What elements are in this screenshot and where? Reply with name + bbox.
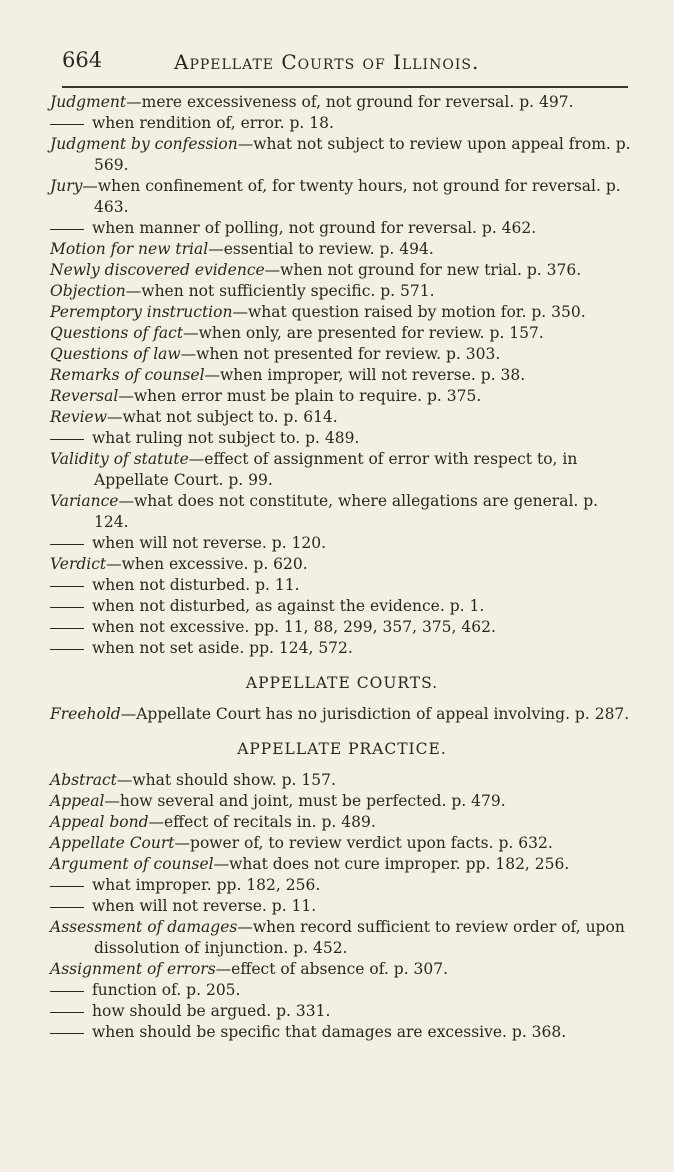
index-list-appellate-courts bbox=[50, 704, 634, 725]
entry-text: when should be specific that damages are excessive. p. 368. bbox=[92, 1023, 567, 1041]
entry-text: —how several and joint, must be perfected. p. 479. bbox=[104, 792, 506, 810]
ditto-dash bbox=[50, 886, 84, 887]
entry-text: what ruling not subject to. p. 489. bbox=[92, 429, 360, 447]
index-entry bbox=[50, 770, 634, 791]
index-subentry bbox=[50, 875, 634, 896]
entry-term: Appellate Court bbox=[50, 834, 175, 852]
index-subentry bbox=[50, 596, 634, 617]
page-header bbox=[62, 48, 622, 80]
entry-term: Validity of statute bbox=[50, 450, 189, 468]
ditto-dash bbox=[50, 586, 84, 587]
entry-text: when not set aside. pp. 124, 572. bbox=[92, 639, 353, 657]
entry-text: —when only, are presented for review. p. 157. bbox=[183, 324, 544, 342]
entry-text: —when not presented for review. p. 303. bbox=[180, 345, 501, 363]
entry-text: —essential to review. p. 494. bbox=[208, 240, 434, 258]
ditto-dash bbox=[50, 991, 84, 992]
entry-text: —Appellate Court has no jurisdiction of appeal involving. p. 287. bbox=[120, 705, 630, 723]
entry-term: Remarks of counsel bbox=[50, 366, 205, 384]
index-entry bbox=[50, 959, 634, 980]
ditto-dash bbox=[50, 649, 84, 650]
entry-text: —what does not constitute, where allegations are general. p. 124. bbox=[94, 492, 599, 531]
index-entry bbox=[50, 386, 634, 407]
entry-term: Assessment of damages bbox=[50, 918, 238, 936]
index-subentry bbox=[50, 113, 634, 134]
ditto-dash bbox=[50, 229, 84, 230]
entry-text: when not excessive. pp. 11, 88, 299, 357, 375, 462. bbox=[92, 618, 496, 636]
ditto-dash bbox=[50, 628, 84, 629]
index-entry bbox=[50, 134, 634, 176]
entry-term: Reversal bbox=[50, 387, 119, 405]
entry-text: —effect of recitals in. p. 489. bbox=[148, 813, 376, 831]
index-list-general bbox=[50, 92, 634, 659]
index-subentry bbox=[50, 575, 634, 596]
entry-term: Questions of law bbox=[50, 345, 181, 363]
entry-text: —when not ground for new trial. p. 376. bbox=[264, 261, 582, 279]
entry-text: —what does not cure improper. pp. 182, 256. bbox=[213, 855, 570, 873]
entry-text: —mere excessiveness of, not ground for reversal. p. 497. bbox=[126, 93, 574, 111]
index-subentry bbox=[50, 1001, 634, 1022]
entry-term: Newly discovered evidence bbox=[50, 261, 265, 279]
index-entry bbox=[50, 791, 634, 812]
index-entry bbox=[50, 239, 634, 260]
index-entry bbox=[50, 281, 634, 302]
index-subentry bbox=[50, 638, 634, 659]
entry-term: Appeal bbox=[50, 792, 105, 810]
entry-text: —when error must be plain to require. p. 375. bbox=[118, 387, 482, 405]
entry-text: what improper. pp. 182, 256. bbox=[92, 876, 321, 894]
ditto-dash bbox=[50, 907, 84, 908]
ditto-dash bbox=[50, 124, 84, 125]
index-subentry bbox=[50, 617, 634, 638]
index-entry bbox=[50, 917, 634, 959]
entry-text: —what not subject to. p. 614. bbox=[107, 408, 338, 426]
ditto-dash bbox=[50, 1012, 84, 1013]
entry-text: —what question raised by motion for. p. 350. bbox=[232, 303, 586, 321]
entry-text: when manner of polling, not ground for reversal. p. 462. bbox=[92, 219, 537, 237]
entry-term: Motion for new trial bbox=[50, 240, 209, 258]
section-title-appellate-courts: APPELLATE COURTS. bbox=[245, 674, 439, 692]
index-entry bbox=[50, 833, 634, 854]
index-entry bbox=[50, 92, 634, 113]
entry-term: Objection bbox=[50, 282, 126, 300]
entry-term: Freehold bbox=[50, 705, 121, 723]
index-entry bbox=[50, 302, 634, 323]
ditto-dash bbox=[50, 439, 84, 440]
index-list-appellate-practice bbox=[50, 770, 634, 1043]
entry-text: when not disturbed. p. 11. bbox=[92, 576, 300, 594]
index-entry bbox=[50, 491, 634, 533]
ditto-dash bbox=[50, 607, 84, 608]
entry-term: Variance bbox=[50, 492, 119, 510]
entry-term: Peremptory instruction bbox=[50, 303, 233, 321]
entry-term: Questions of fact bbox=[50, 324, 184, 342]
entry-text: —when record sufficient to review order of, upon dissolution of injunction. p. 452. bbox=[94, 918, 625, 957]
index-entry bbox=[50, 344, 634, 365]
index-entry bbox=[50, 704, 634, 725]
index-entry bbox=[50, 449, 634, 491]
entry-text: —effect of absence of. p. 307. bbox=[215, 960, 449, 978]
entry-term: Jury bbox=[50, 177, 83, 195]
entry-text: —when confinement of, for twenty hours, not ground for reversal. p. 463. bbox=[82, 177, 621, 216]
entry-term: Argument of counsel bbox=[50, 855, 214, 873]
entry-text: —what should show. p. 157. bbox=[116, 771, 336, 789]
entry-text: when will not reverse. p. 11. bbox=[92, 897, 317, 915]
entry-text: when not disturbed, as against the evidence. p. 1. bbox=[92, 597, 485, 615]
ditto-dash bbox=[50, 544, 84, 545]
section-title-appellate-practice: APPELLATE PRACTICE. bbox=[237, 740, 447, 758]
running-title: Appellate Courts of Illinois. bbox=[174, 50, 480, 74]
index-subentry bbox=[50, 533, 634, 554]
index-entry bbox=[50, 854, 634, 875]
entry-term: Review bbox=[50, 408, 107, 426]
entry-term: Judgment by confession bbox=[50, 135, 238, 153]
index-entry bbox=[50, 176, 634, 218]
index-entry bbox=[50, 407, 634, 428]
entry-text: —when improper, will not reverse. p. 38. bbox=[204, 366, 526, 384]
index-subentry bbox=[50, 428, 634, 449]
index-entry bbox=[50, 260, 634, 281]
entry-text: how should be argued. p. 331. bbox=[92, 1002, 331, 1020]
entry-term: Assignment of errors bbox=[50, 960, 216, 978]
header-rule bbox=[62, 86, 628, 89]
index-subentry bbox=[50, 980, 634, 1001]
entry-term: Appeal bond bbox=[50, 813, 149, 831]
entry-text: function of. p. 205. bbox=[92, 981, 241, 999]
entry-text: —what not subject to review upon appeal from. p. 569. bbox=[94, 135, 631, 174]
entry-text: —effect of assignment of error with respect to, in Appellate Court. p. 99. bbox=[94, 450, 578, 489]
index-subentry bbox=[50, 1022, 634, 1043]
entry-term: Judgment bbox=[50, 93, 127, 111]
entry-term: Abstract bbox=[50, 771, 117, 789]
index-subentry bbox=[50, 896, 634, 917]
index-entry bbox=[50, 323, 634, 344]
index-entry bbox=[50, 365, 634, 386]
ditto-dash bbox=[50, 1033, 84, 1034]
entry-text: —when not sufficiently specific. p. 571. bbox=[125, 282, 435, 300]
entry-text: when rendition of, error. p. 18. bbox=[92, 114, 334, 132]
index-subentry bbox=[50, 218, 634, 239]
page-number: 664 bbox=[62, 48, 103, 72]
entry-term: Verdict bbox=[50, 555, 107, 573]
entry-text: —power of, to review verdict upon facts. p. 632. bbox=[174, 834, 553, 852]
entry-text: —when excessive. p. 620. bbox=[106, 555, 308, 573]
entry-text: when will not reverse. p. 120. bbox=[92, 534, 327, 552]
index-body bbox=[50, 92, 634, 1043]
index-entry bbox=[50, 554, 634, 575]
index-entry bbox=[50, 812, 634, 833]
